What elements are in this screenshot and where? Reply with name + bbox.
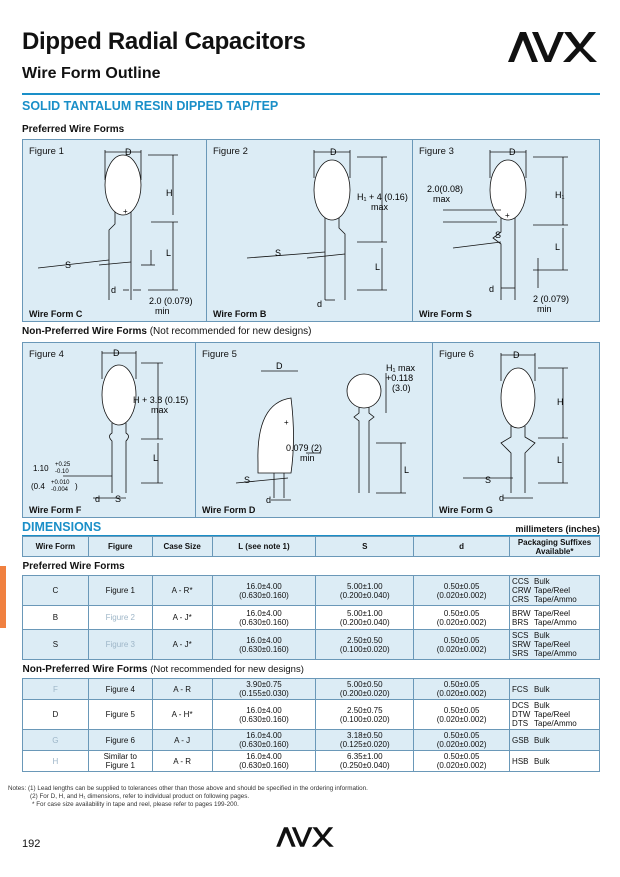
wire-form-label: Wire Form G [439, 505, 493, 515]
pack-type: Tape/Reel [534, 608, 571, 618]
header-l: L (see note 1) [212, 537, 316, 557]
cell-wire-form: G [23, 730, 89, 751]
nonpreferred-heading: Non-Preferred Wire Forms (Not recommended for new designs) [22, 326, 312, 337]
pack-type: Tape/Reel [534, 586, 571, 595]
cell-d-in: (0.020±0.002) [436, 761, 487, 770]
table-row [23, 730, 600, 751]
page-title: Dipped Radial Capacitors [22, 28, 306, 55]
cell-case-size: A - J* [152, 606, 212, 630]
cell-packaging [510, 700, 600, 730]
page-subtitle: Wire Form Outline [22, 65, 161, 82]
header-figure: Figure [88, 537, 152, 557]
cell-packaging [510, 606, 600, 630]
group-nonpreferred [23, 660, 600, 679]
header-wire-form: Wire Form [23, 537, 89, 557]
header-case-size: Case Size [152, 537, 212, 557]
cell-l-in: (0.630±0.160) [239, 644, 289, 654]
cell-wire-form: F [23, 679, 89, 700]
figure-label: Figure 3 [419, 146, 454, 157]
pack-code: SRW [512, 640, 531, 649]
figure-5 [196, 343, 433, 517]
pack-code: GSB [512, 735, 529, 745]
dim-l-label: L [557, 455, 563, 465]
cell-l [212, 630, 316, 660]
cell-d-in: (0.020±0.002) [436, 689, 487, 698]
dim-h-line3: (3.0) [392, 383, 411, 393]
group-label: Preferred Wire Forms [23, 557, 600, 576]
dim-wire-d-label: d [111, 285, 117, 295]
notes [8, 785, 368, 809]
cell-d [414, 751, 510, 772]
cell-d-in: (0.020±0.002) [436, 590, 487, 600]
header-packaging: Packaging Suffixes Available* [510, 537, 600, 557]
cell-d-in: (0.020±0.002) [436, 644, 487, 654]
cell-wire-form: B [23, 606, 89, 630]
cell-wire-form: D [23, 700, 89, 730]
table-row [23, 700, 600, 730]
pack-type: Bulk [534, 631, 550, 640]
table-row [23, 679, 600, 700]
cell-d-mm: 0.50±0.05 [443, 752, 480, 761]
cell-s [316, 576, 414, 606]
preferred-figures [22, 139, 600, 322]
polarity-label: + [284, 418, 289, 427]
tol2-down: -0.004 [51, 487, 69, 493]
cell-wire-form: S [23, 630, 89, 660]
kink-label: 0.079 (2) [286, 443, 323, 453]
cell-figure: Figure 6 [88, 730, 152, 751]
cell-s-mm: 2.50±0.50 [347, 635, 383, 645]
avx-logo [508, 30, 600, 64]
nonpreferred-note: (Not recommended for new designs) [149, 326, 312, 337]
pack-type: Bulk [534, 735, 550, 745]
dim-s-label: S [485, 475, 492, 485]
pack-code: SCS [512, 631, 529, 640]
pack-code: CCS [512, 577, 529, 586]
cell-packaging [510, 679, 600, 700]
cell-figure: Figure 3 [88, 630, 152, 660]
lead-label: 2.0 (0.079) [149, 296, 193, 306]
cell-l-in: (0.155±0.030) [239, 689, 289, 698]
title-rule [22, 93, 600, 95]
dim-h-line2: +0.118 [386, 373, 414, 383]
cell-s [316, 700, 414, 730]
cell-s [316, 730, 414, 751]
dim-l-label: L [404, 465, 410, 475]
cell-case-size: A - J [152, 730, 212, 751]
cell-s-in: (0.250±0.040) [339, 761, 390, 770]
dim-wire-d-label: d [489, 284, 495, 294]
pack-type: Bulk [534, 684, 550, 694]
pack-type: Bulk [534, 577, 550, 586]
cell-d [414, 679, 510, 700]
pack-type: Tape/Reel [534, 640, 571, 649]
dim-s-label: S [244, 475, 251, 485]
cell-s [316, 630, 414, 660]
cell-wire-form: C [23, 576, 89, 606]
table-row [23, 606, 600, 630]
cell-s-mm: 5.00±0.50 [347, 680, 383, 689]
cell-l-mm: 3.90±0.75 [246, 680, 282, 689]
dimensions-table [22, 536, 600, 772]
cell-s-in: (0.200±0.040) [339, 590, 390, 600]
cell-d-mm: 0.50±0.05 [443, 608, 480, 618]
cell-d [414, 630, 510, 660]
cell-l [212, 730, 316, 751]
dim-h-label: H [166, 188, 173, 198]
group-label: Non-Preferred Wire Forms (Not recommended for new designs) [23, 660, 600, 679]
header-s: S [316, 537, 414, 557]
pack-code: CRW [512, 586, 532, 595]
pack-type: Tape/Ammo [534, 617, 577, 627]
cell-s [316, 679, 414, 700]
dim-h-unit: max [371, 202, 389, 212]
dim-s-label: S [275, 248, 282, 258]
cell-l-mm: 16.0±4.00 [246, 731, 282, 740]
cell-figure: Figure 4 [88, 679, 152, 700]
dim-d-label: D [125, 147, 132, 157]
tol1-down: -0.10 [55, 469, 69, 475]
section-title: SOLID TANTALUM RESIN DIPPED TAP/TEP [22, 99, 279, 113]
dim-l-label: L [555, 242, 561, 252]
cell-s-in: (0.200±0.040) [339, 617, 390, 627]
wire-form-label: Wire Form B [213, 309, 267, 319]
cell-d-mm: 0.50±0.05 [443, 680, 480, 689]
cell-packaging [510, 730, 600, 751]
figure-4-drawing [23, 343, 196, 519]
tol2-value: (0.4 [31, 482, 45, 491]
lead-unit-label: min [537, 304, 552, 314]
wire-form-label: Wire Form C [29, 309, 83, 319]
figure-3-drawing [413, 140, 601, 323]
cell-l [212, 751, 316, 772]
cell-l-mm: 16.0±4.00 [246, 581, 282, 591]
nonpreferred-figures [22, 342, 600, 518]
cell-l [212, 606, 316, 630]
pack-type: Bulk [534, 701, 550, 710]
table-row [23, 630, 600, 660]
figure-1-drawing [23, 140, 207, 323]
figure-label: Figure 2 [213, 146, 248, 157]
pack-code: SRS [512, 649, 529, 658]
cell-figure: Figure 1 [88, 576, 152, 606]
cell-s-in: (0.100±0.020) [339, 714, 390, 724]
cell-l-in: (0.630±0.160) [239, 740, 289, 749]
cell-s-in: (0.200±0.020) [339, 689, 390, 698]
pack-code: DTS [512, 719, 529, 728]
dim-s-label: S [495, 230, 502, 240]
cell-l-in: (0.630±0.160) [239, 714, 289, 724]
cell-wire-form: H [23, 751, 89, 772]
figure-label: Figure 4 [29, 349, 64, 360]
cell-s [316, 606, 414, 630]
cell-l [212, 679, 316, 700]
cell-figure [88, 751, 152, 772]
note-3: * For case size availability in tape and reel, please refer to pages 199-200. [32, 801, 239, 808]
polarity-label: + [123, 207, 128, 216]
dim-wire-d-label: d [317, 299, 323, 309]
figure-label: Figure 1 [29, 146, 64, 157]
table-row [23, 576, 600, 606]
figure-6-drawing [433, 343, 601, 519]
dim-wire-d-label: d [95, 494, 101, 504]
wire-form-label: Wire Form S [419, 309, 472, 319]
table-row [23, 751, 600, 772]
wire-form-label: Wire Form F [29, 505, 82, 515]
pack-type: Tape/Ammo [534, 649, 577, 658]
cell-l-mm: 16.0±4.00 [246, 705, 282, 715]
cell-figure-line1: Similar to [103, 752, 137, 761]
cell-l [212, 700, 316, 730]
pack-code: FCS [512, 684, 529, 694]
group-preferred [23, 557, 600, 576]
kink-label: 2.0(0.08) [427, 184, 464, 194]
figure-5-drawing [196, 343, 433, 519]
header-d: d [414, 537, 510, 557]
dim-l-label: L [375, 262, 381, 272]
cell-d-in: (0.020±0.002) [436, 740, 487, 749]
polarity-label: + [505, 211, 510, 220]
cell-l-mm: 16.0±4.00 [246, 752, 282, 761]
cell-s [316, 751, 414, 772]
cell-d-in: (0.020±0.002) [436, 617, 487, 627]
kink-unit-label: min [300, 453, 315, 463]
preferred-heading: Preferred Wire Forms [22, 124, 125, 135]
cell-d-mm: 0.50±0.05 [443, 635, 480, 645]
cell-case-size: A - R [152, 679, 212, 700]
avx-footer-logo [274, 826, 338, 848]
tol1-up: +0.25 [55, 462, 71, 468]
dim-wire-d-label: d [266, 495, 272, 505]
cell-s-mm: 2.50±0.75 [347, 705, 383, 715]
dim-d-label: D [509, 147, 516, 157]
dim-l-label: L [153, 453, 159, 463]
dim-h-unit: max [151, 405, 169, 415]
cell-d [414, 606, 510, 630]
dim-s-label: S [65, 260, 72, 270]
tol2-up: +0.010 [51, 480, 70, 486]
figure-4 [23, 343, 196, 517]
cell-figure: Figure 2 [88, 606, 152, 630]
dim-d-label: D [113, 348, 120, 358]
table-header-row [23, 537, 600, 557]
dim-d-label: D [276, 361, 283, 371]
cell-s-mm: 3.18±0.50 [347, 731, 383, 740]
dim-h-label: H₁ + 4 (0.16) [357, 192, 408, 202]
cell-case-size: A - H* [152, 700, 212, 730]
dim-d-label: D [513, 350, 520, 360]
figure-label: Figure 6 [439, 349, 474, 360]
figure-6 [433, 343, 601, 517]
cell-d-mm: 0.50±0.05 [443, 705, 480, 715]
figure-label: Figure 5 [202, 349, 237, 360]
cell-l-mm: 16.0±4.00 [246, 635, 282, 645]
note-1: Notes: (1) Lead lengths can be supplied to tolerances other than those above and should be specified in the ordering information. [8, 785, 368, 792]
cell-d-in: (0.020±0.002) [436, 714, 487, 724]
dim-h-label: H₁ [555, 190, 565, 200]
dim-l-label: L [166, 248, 172, 258]
cell-d-mm: 0.50±0.05 [443, 581, 480, 591]
cell-d [414, 576, 510, 606]
pack-code: DTW [512, 710, 531, 719]
pack-code: HSB [512, 756, 529, 766]
kink-unit-label: max [433, 194, 451, 204]
dim-d-label: D [330, 147, 337, 157]
cell-l-mm: 16.0±4.00 [246, 608, 282, 618]
cell-l-in: (0.630±0.160) [239, 761, 289, 770]
figure-2 [207, 140, 413, 321]
tol1-value: 1.10 [33, 464, 49, 473]
cell-d [414, 730, 510, 751]
cell-figure: Figure 5 [88, 700, 152, 730]
cell-case-size: A - R [152, 751, 212, 772]
dim-h-label: H + 3.8 (0.15) [133, 395, 189, 405]
cell-s-mm: 5.00±1.00 [347, 581, 383, 591]
page-number: 192 [22, 838, 41, 850]
cell-s-mm: 5.00±1.00 [347, 608, 383, 618]
cell-d-mm: 0.50±0.05 [443, 731, 480, 740]
pack-type: Bulk [534, 756, 550, 766]
pack-code: CRS [512, 595, 529, 604]
cell-packaging [510, 630, 600, 660]
wire-form-label: Wire Form D [202, 505, 256, 515]
pack-code: DCS [512, 701, 529, 710]
dimensions-units: millimeters (inches) [515, 524, 600, 534]
note-2: (2) For D, H, and H₁ dimensions, refer to individual product on following pages. [30, 793, 250, 800]
dim-h-label: H [557, 397, 564, 407]
cell-figure-line2: Figure 1 [105, 761, 135, 770]
cell-d [414, 700, 510, 730]
cell-l [212, 576, 316, 606]
pack-code: BRW [512, 608, 531, 618]
cell-l-in: (0.630±0.160) [239, 617, 289, 627]
pack-code: BRS [512, 617, 529, 627]
cell-s-in: (0.125±0.020) [339, 740, 390, 749]
dim-s-label: S [115, 494, 122, 504]
tol2-end: ) [75, 482, 78, 491]
dimensions-title: DIMENSIONS [22, 520, 102, 534]
figure-2-drawing [207, 140, 413, 323]
cell-packaging [510, 751, 600, 772]
pack-type: Tape/Ammo [534, 719, 577, 728]
cell-s-in: (0.100±0.020) [339, 644, 390, 654]
figure-1 [23, 140, 207, 321]
lead-unit-label: min [155, 306, 170, 316]
pack-type: Tape/Ammo [534, 595, 577, 604]
cell-l-in: (0.630±0.160) [239, 590, 289, 600]
dim-wire-d-label: d [499, 493, 505, 503]
figure-3 [413, 140, 601, 321]
lead-label: 2 (0.079) [533, 294, 570, 304]
cell-packaging [510, 576, 600, 606]
cell-case-size: A - R* [152, 576, 212, 606]
cell-s-mm: 6.35±1.00 [347, 752, 383, 761]
dim-h-label: H₁ max [386, 363, 416, 373]
pack-type: Tape/Reel [534, 710, 571, 719]
cell-case-size: A - J* [152, 630, 212, 660]
side-tab [0, 566, 6, 628]
